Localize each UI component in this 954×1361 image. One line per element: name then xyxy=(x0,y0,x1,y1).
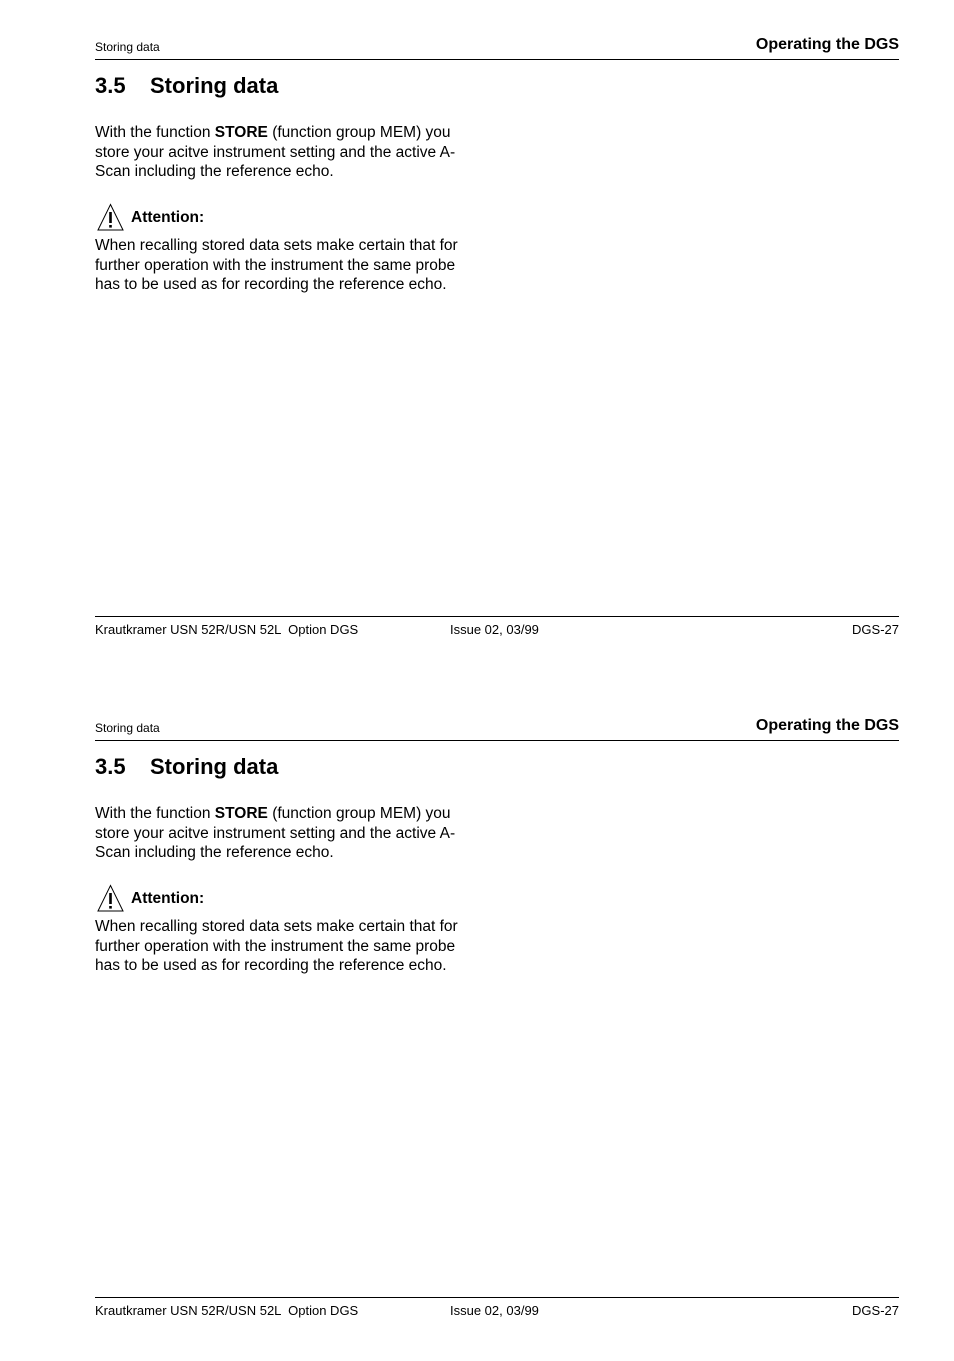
intro-keyword: STORE xyxy=(214,124,268,141)
intro-text-before: With the function xyxy=(95,805,215,822)
footer-rule xyxy=(95,1297,899,1298)
attention-callout xyxy=(97,882,204,912)
footer-product: Krautkramer USN 52R/USN 52L Option DGS xyxy=(95,1303,359,1318)
running-header-chapter: Operating the DGS xyxy=(755,717,899,734)
attention-callout xyxy=(97,201,204,231)
attention-paragraph: When recalling stored data sets make certain that for further operation with the instrument the same probe has to be used as for recording the reference echo. xyxy=(95,918,458,974)
document-page-2 xyxy=(0,681,954,1361)
header-rule xyxy=(95,740,899,741)
section-heading xyxy=(95,73,278,99)
attention-label: Attention: xyxy=(131,209,205,226)
attention-paragraph: When recalling stored data sets make certain that for further operation with the instrument the same probe has to be used as for recording the reference echo. xyxy=(95,237,458,293)
attention-label: Attention: xyxy=(131,890,205,907)
running-header-section: Storing data xyxy=(95,721,160,735)
intro-text-before: With the function xyxy=(95,124,215,141)
footer-page-number: DGS-27 xyxy=(852,622,899,637)
section-number: 3.5 xyxy=(95,754,126,779)
section-title: Storing data xyxy=(150,754,279,779)
document-page-1 xyxy=(0,0,954,680)
intro-text-after: (function group MEM) you store your acitve instrument setting and the active A-Scan including the reference echo. xyxy=(95,805,456,861)
footer-issue: Issue 02, 03/99 xyxy=(450,622,539,637)
header-rule xyxy=(95,59,899,60)
warning-triangle-icon xyxy=(97,884,124,912)
footer-rule xyxy=(95,616,899,617)
footer-product: Krautkramer USN 52R/USN 52L Option DGS xyxy=(95,622,359,637)
running-header-chapter: Operating the DGS xyxy=(755,36,899,53)
section-heading xyxy=(95,754,278,780)
intro-paragraph xyxy=(95,123,475,182)
intro-text-after: (function group MEM) you store your acitve instrument setting and the active A-Scan including the reference echo. xyxy=(95,124,456,180)
footer-page-number: DGS-27 xyxy=(852,1303,899,1318)
section-title: Storing data xyxy=(150,73,279,98)
section-number: 3.5 xyxy=(95,73,126,98)
warning-triangle-icon xyxy=(97,203,124,231)
footer-issue: Issue 02, 03/99 xyxy=(450,1303,539,1318)
intro-keyword: STORE xyxy=(214,805,268,822)
running-header-section: Storing data xyxy=(95,40,160,54)
intro-paragraph xyxy=(95,804,475,863)
